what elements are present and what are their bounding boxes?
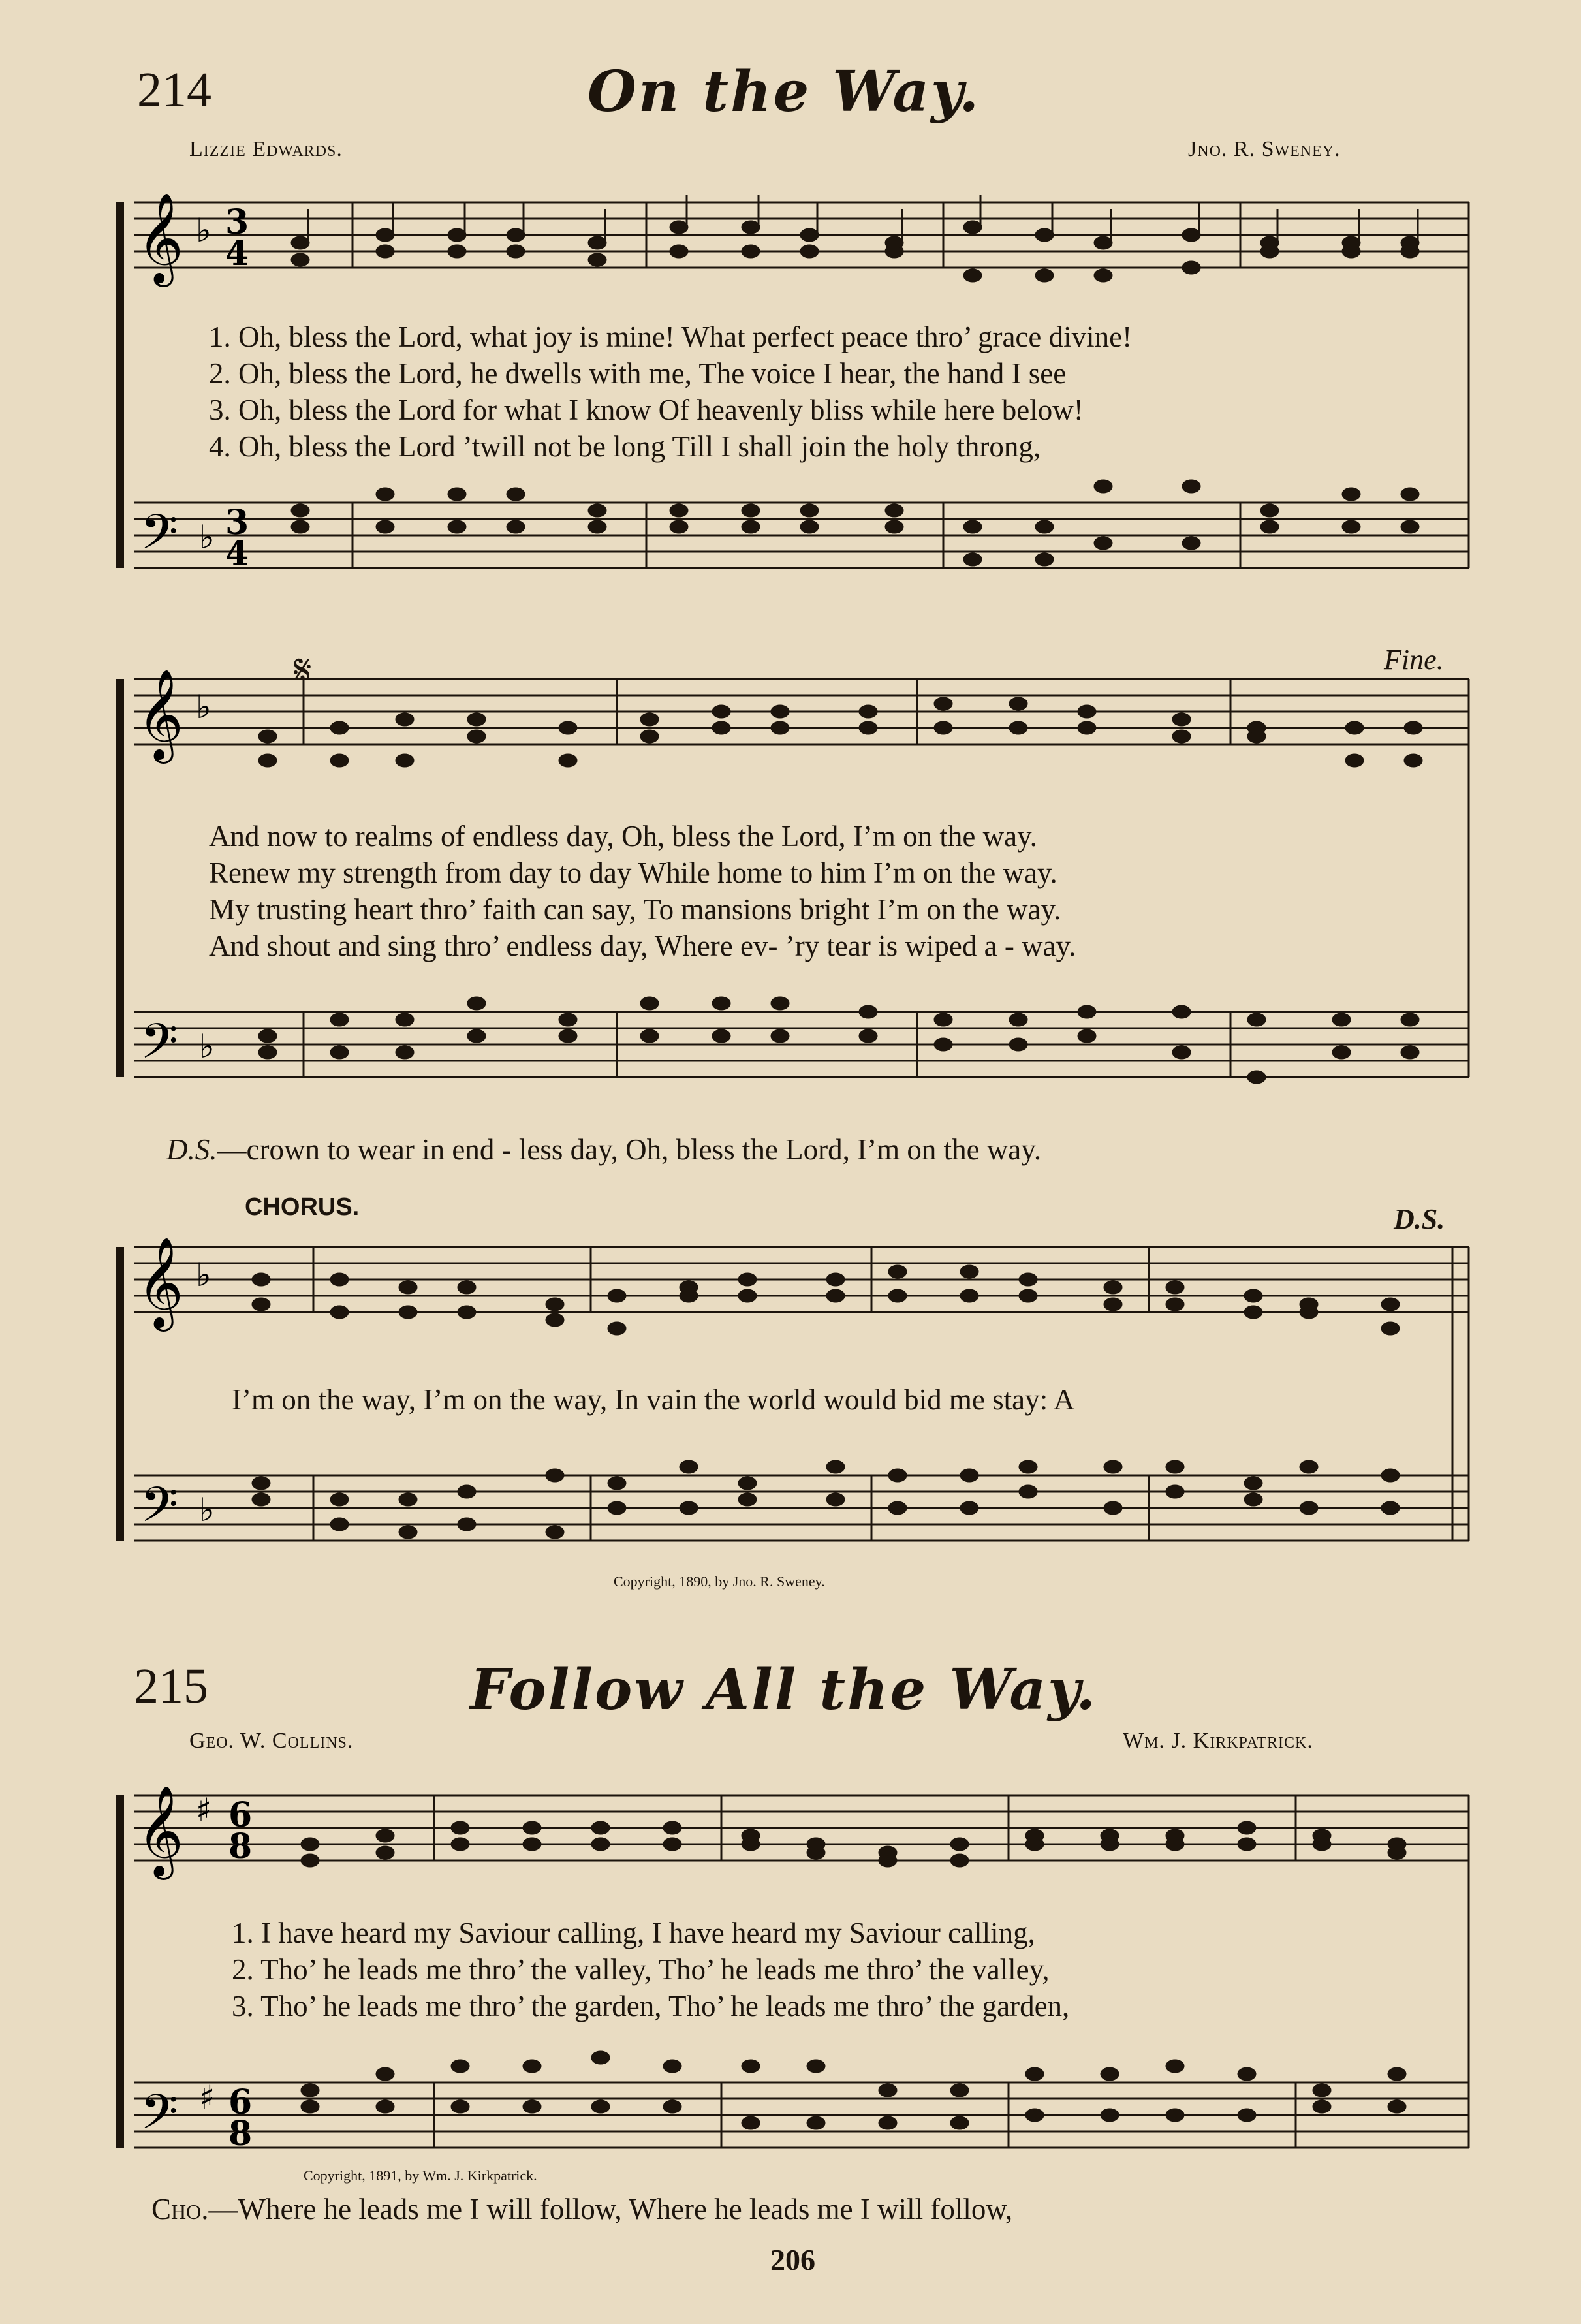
verse-line: My trusting heart thro’ faith can say, To mansions bright I’m on the way. <box>209 893 1061 926</box>
verse-line: 2. Tho’ he leads me thro’ the valley, Tho’ he leads me thro’ the valley, <box>232 1953 1050 1986</box>
svg-text:♭: ♭ <box>199 518 215 556</box>
verse-line: 1. I have heard my Saviour calling, I have heard my Saviour calling, <box>232 1917 1035 1949</box>
verse-block-a <box>209 320 1132 466</box>
copyright-notice: Copyright, 1890, by Jno. R. Sweney. <box>614 1573 825 1590</box>
svg-text:3: 3 <box>225 503 249 542</box>
verse-line: And now to realms of endless day, Oh, bless the Lord, I’m on the way. <box>209 820 1037 853</box>
svg-text:♯: ♯ <box>199 2079 215 2116</box>
hymn-title: Follow All the Way. <box>470 1657 1098 1723</box>
copyright-notice: Copyright, 1891, by Wm. J. Kirkpatrick. <box>304 2167 537 2184</box>
verse-line: 4. Oh, bless the Lord ’twill not be long Till I shall join the holy throng, <box>209 430 1041 463</box>
page-number: 206 <box>770 2243 815 2276</box>
verse-block-b <box>209 819 1076 966</box>
verse-line: 2. Oh, bless the Lord, he dwells with me, The voice I hear, the hand I see <box>209 357 1067 390</box>
chorus-label: CHORUS. <box>245 1193 360 1221</box>
segno-sign: 𝄋 <box>294 646 312 695</box>
verse-line: 3. Oh, bless the Lord for what I know Of heavenly bliss while here below! <box>209 394 1084 426</box>
svg-text:♭: ♭ <box>196 1256 211 1294</box>
hymn-number: 215 <box>134 1659 208 1714</box>
svg-text:𝄢: 𝄢 <box>140 2084 178 2152</box>
svg-text:𝄞: 𝄞 <box>137 1785 183 1876</box>
svg-text:4: 4 <box>225 534 249 574</box>
svg-text:4: 4 <box>225 234 249 274</box>
svg-text:♯: ♯ <box>196 1791 212 1829</box>
svg-text:6: 6 <box>228 2082 253 2122</box>
hymn-author: Lizzie Edwards. <box>189 137 343 161</box>
verse-line: 1. Oh, bless the Lord, what joy is mine! What perfect peace thro’ grace divine! <box>209 321 1133 353</box>
svg-text:𝄢: 𝄢 <box>140 504 178 573</box>
svg-text:8: 8 <box>228 1827 253 1866</box>
svg-text:♭: ♭ <box>196 212 211 249</box>
chorus-text: —Where he leads me I will follow, Where he leads me I will follow, <box>208 2193 1013 2225</box>
svg-text:6: 6 <box>228 1795 253 1835</box>
svg-text:𝄞: 𝄞 <box>137 193 183 283</box>
svg-text:𝄢: 𝄢 <box>140 1477 178 1545</box>
hymn-number: 214 <box>137 63 211 118</box>
fine-marking: Fine. <box>1384 644 1444 676</box>
verse-line: And shout and sing thro’ endless day, Where ev- ’ry tear is wiped a - way. <box>209 930 1076 962</box>
hymn-composer: Wm. J. Kirkpatrick. <box>1123 1729 1313 1753</box>
ds-text: —crown to wear in end - less day, Oh, bless the Lord, I’m on the way. <box>217 1133 1042 1166</box>
verse-line: Renew my strength from day to day While home to him I’m on the way. <box>209 856 1057 889</box>
svg-text:8: 8 <box>228 2114 253 2154</box>
chorus-label: Cho. <box>151 2193 209 2225</box>
ds-label: D.S. <box>166 1133 217 1166</box>
hymn-composer: Jno. R. Sweney. <box>1188 137 1341 161</box>
verse-block-215 <box>232 1916 1069 2026</box>
ds-marking: D.S. <box>1394 1203 1445 1235</box>
svg-text:𝄢: 𝄢 <box>140 1013 178 1082</box>
svg-text:3: 3 <box>225 202 249 242</box>
chorus-line <box>151 2192 1012 2226</box>
svg-text:♭: ♭ <box>199 1491 215 1529</box>
hymn-author: Geo. W. Collins. <box>189 1729 354 1753</box>
chorus-lyric: I’m on the way, I’m on the way, In vain the world would bid me stay: A <box>232 1383 1075 1416</box>
svg-text:♭: ♭ <box>196 688 211 726</box>
hymn-title: On the Way. <box>587 59 981 125</box>
svg-text:𝄞: 𝄞 <box>137 669 183 760</box>
verse-line: 3. Tho’ he leads me thro’ the garden, Tho’ he leads me thro’ the garden, <box>232 1990 1070 2022</box>
ds-line <box>166 1133 1041 1167</box>
svg-text:♭: ♭ <box>199 1028 215 1065</box>
svg-text:𝄞: 𝄞 <box>137 1237 183 1328</box>
